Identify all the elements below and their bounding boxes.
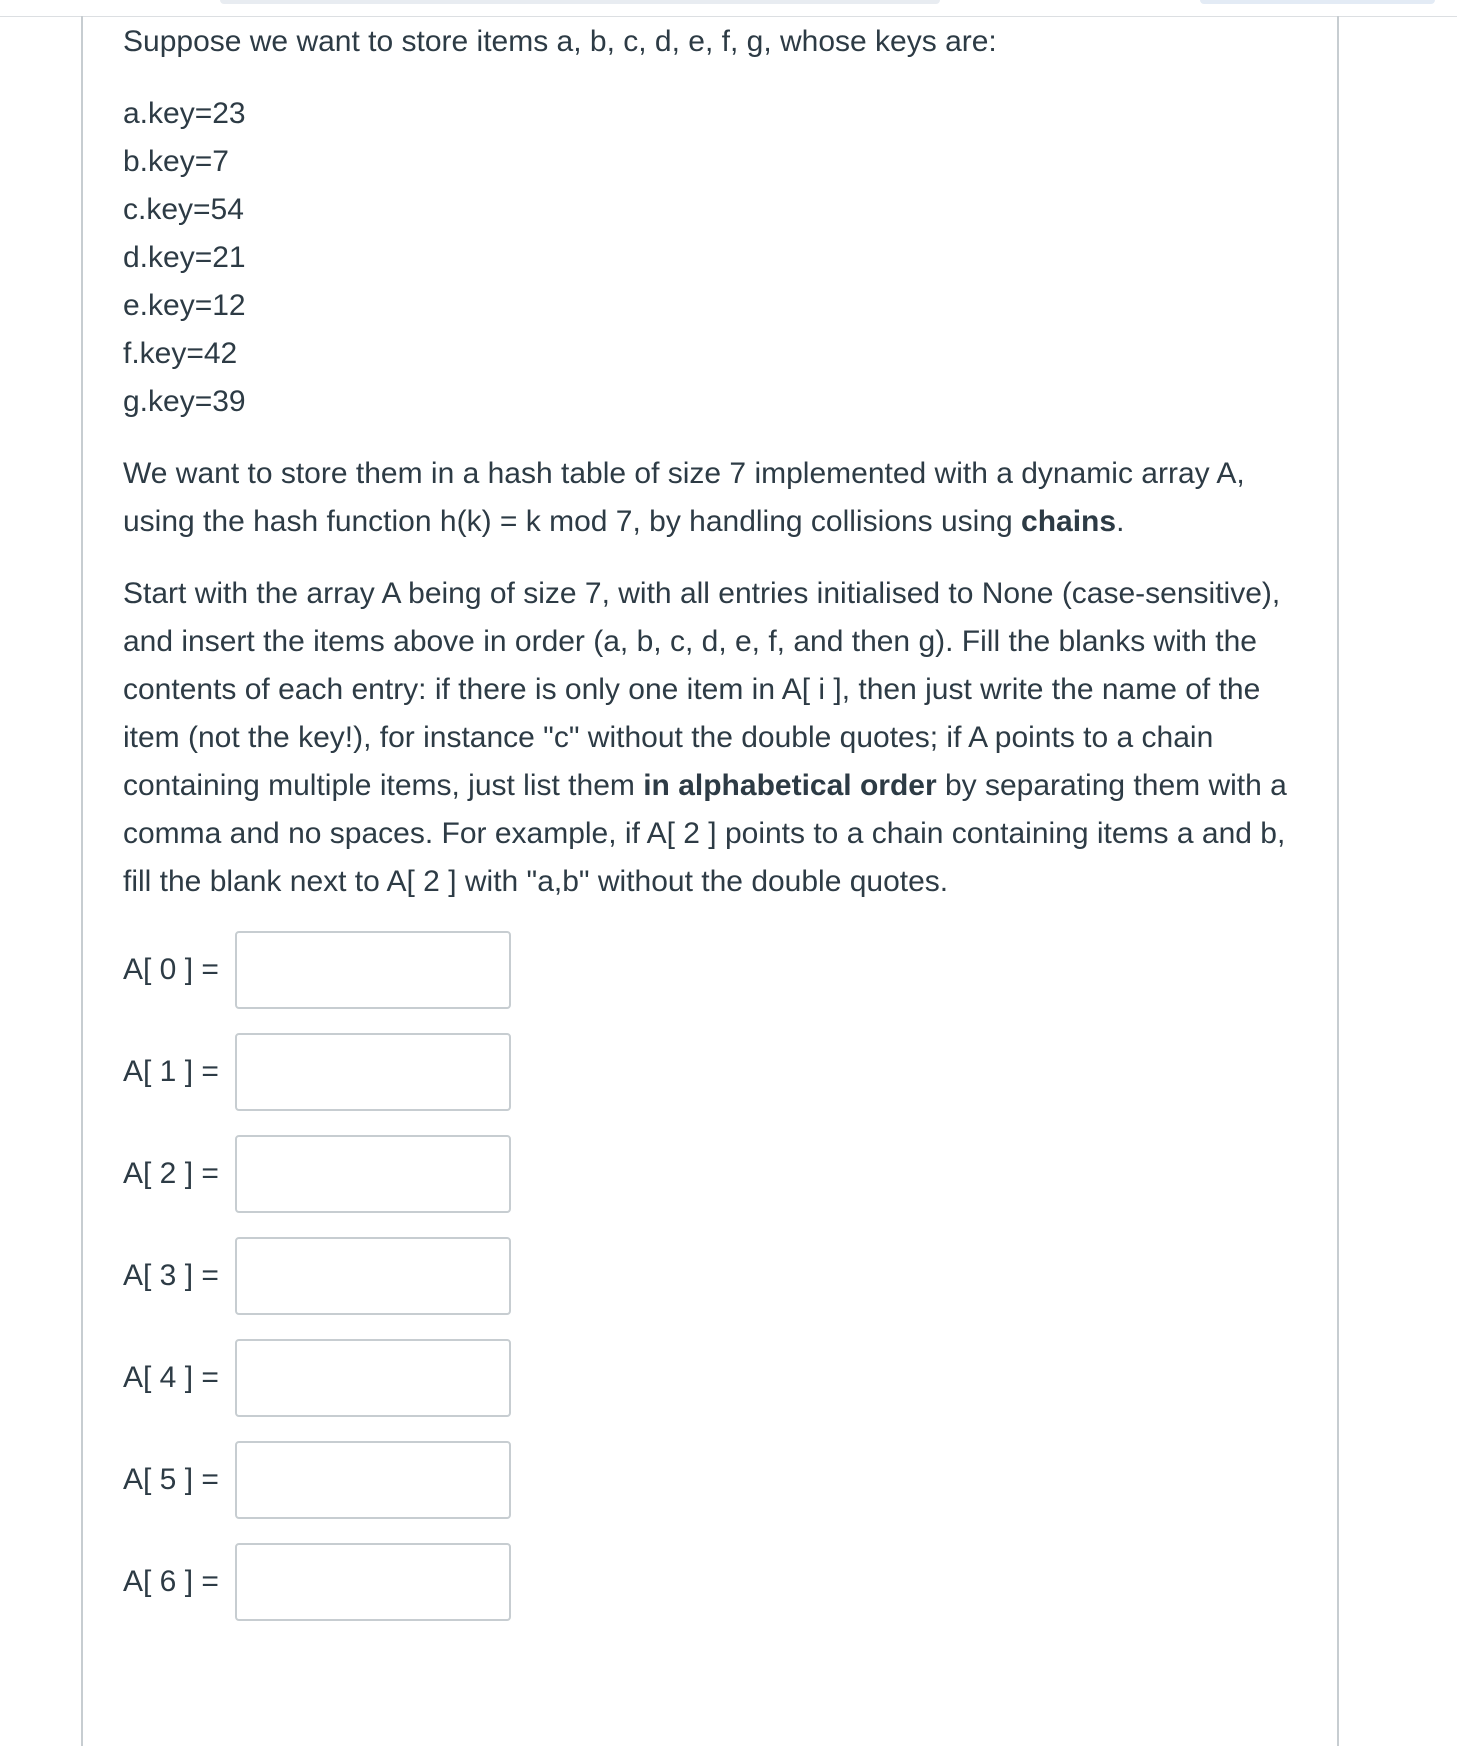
key-item: e.key=12 — [123, 289, 246, 322]
hash-text: We want to store them in a hash table of size 7 implemented with a dynamic array A, using the hash function h(k) = k mod 7, by handling collisions using — [123, 457, 1245, 538]
hash-text-end: . — [1116, 505, 1125, 538]
instructions-bold: in alphabetical order — [643, 769, 937, 802]
answer-label: A[ 3 ] = — [123, 1259, 219, 1292]
answer-input-3[interactable] — [235, 1237, 511, 1315]
answer-row-6 — [123, 1542, 1303, 1622]
key-item: f.key=42 — [123, 337, 238, 370]
key-item: d.key=21 — [123, 241, 246, 274]
answer-row-2 — [123, 1134, 1303, 1214]
instructions-text: Start with the array A being of size 7, with all entries initialised to None (case-sensitive), and insert the items above in order (a, b, c, d, e, f, and then g). Fill the blanks with the contents of each entry: if there is only one item in A[ i ], then just write the name of the item (not the key!), for instance "c" without the double quotes; if A points to a chain containing multiple items, just list them — [123, 577, 1281, 802]
answer-row-1 — [123, 1032, 1303, 1112]
answer-label: A[ 1 ] = — [123, 1055, 219, 1088]
answer-row-5 — [123, 1440, 1303, 1520]
hash-bold-chains: chains — [1021, 505, 1117, 538]
answer-row-3 — [123, 1236, 1303, 1316]
key-item: g.key=39 — [123, 385, 246, 418]
top-tab-shadow — [220, 0, 940, 4]
instructions — [123, 570, 1303, 906]
answer-label: A[ 2 ] = — [123, 1157, 219, 1190]
instructions-text-end: by separating them with a comma and no spaces. For example, if A[ 2 ] points to a chain containing items a and b, fill the blank next to A[ 2 ] with "a,b" without the double quotes. — [123, 769, 1287, 898]
answer-input-6[interactable] — [235, 1543, 511, 1621]
answer-label: A[ 5 ] = — [123, 1463, 219, 1496]
answer-label: A[ 4 ] = — [123, 1361, 219, 1394]
answer-input-4[interactable] — [235, 1339, 511, 1417]
answer-row-0 — [123, 930, 1303, 1010]
question-content — [123, 18, 1303, 1644]
key-item: a.key=23 — [123, 97, 246, 130]
key-item: b.key=7 — [123, 145, 229, 178]
hash-description — [123, 450, 1303, 546]
key-item: c.key=54 — [123, 193, 244, 226]
top-tab-shadow-right — [1200, 0, 1435, 4]
answer-row-4 — [123, 1338, 1303, 1418]
answer-input-0[interactable] — [235, 931, 511, 1009]
answer-label: A[ 0 ] = — [123, 953, 219, 986]
answer-label: A[ 6 ] = — [123, 1565, 219, 1598]
answer-input-2[interactable] — [235, 1135, 511, 1213]
answer-input-5[interactable] — [235, 1441, 511, 1519]
answer-input-1[interactable] — [235, 1033, 511, 1111]
answer-fields — [123, 930, 1303, 1622]
question-intro: Suppose we want to store items a, b, c, d, e, f, g, whose keys are: — [123, 25, 997, 58]
key-list — [123, 90, 1303, 426]
